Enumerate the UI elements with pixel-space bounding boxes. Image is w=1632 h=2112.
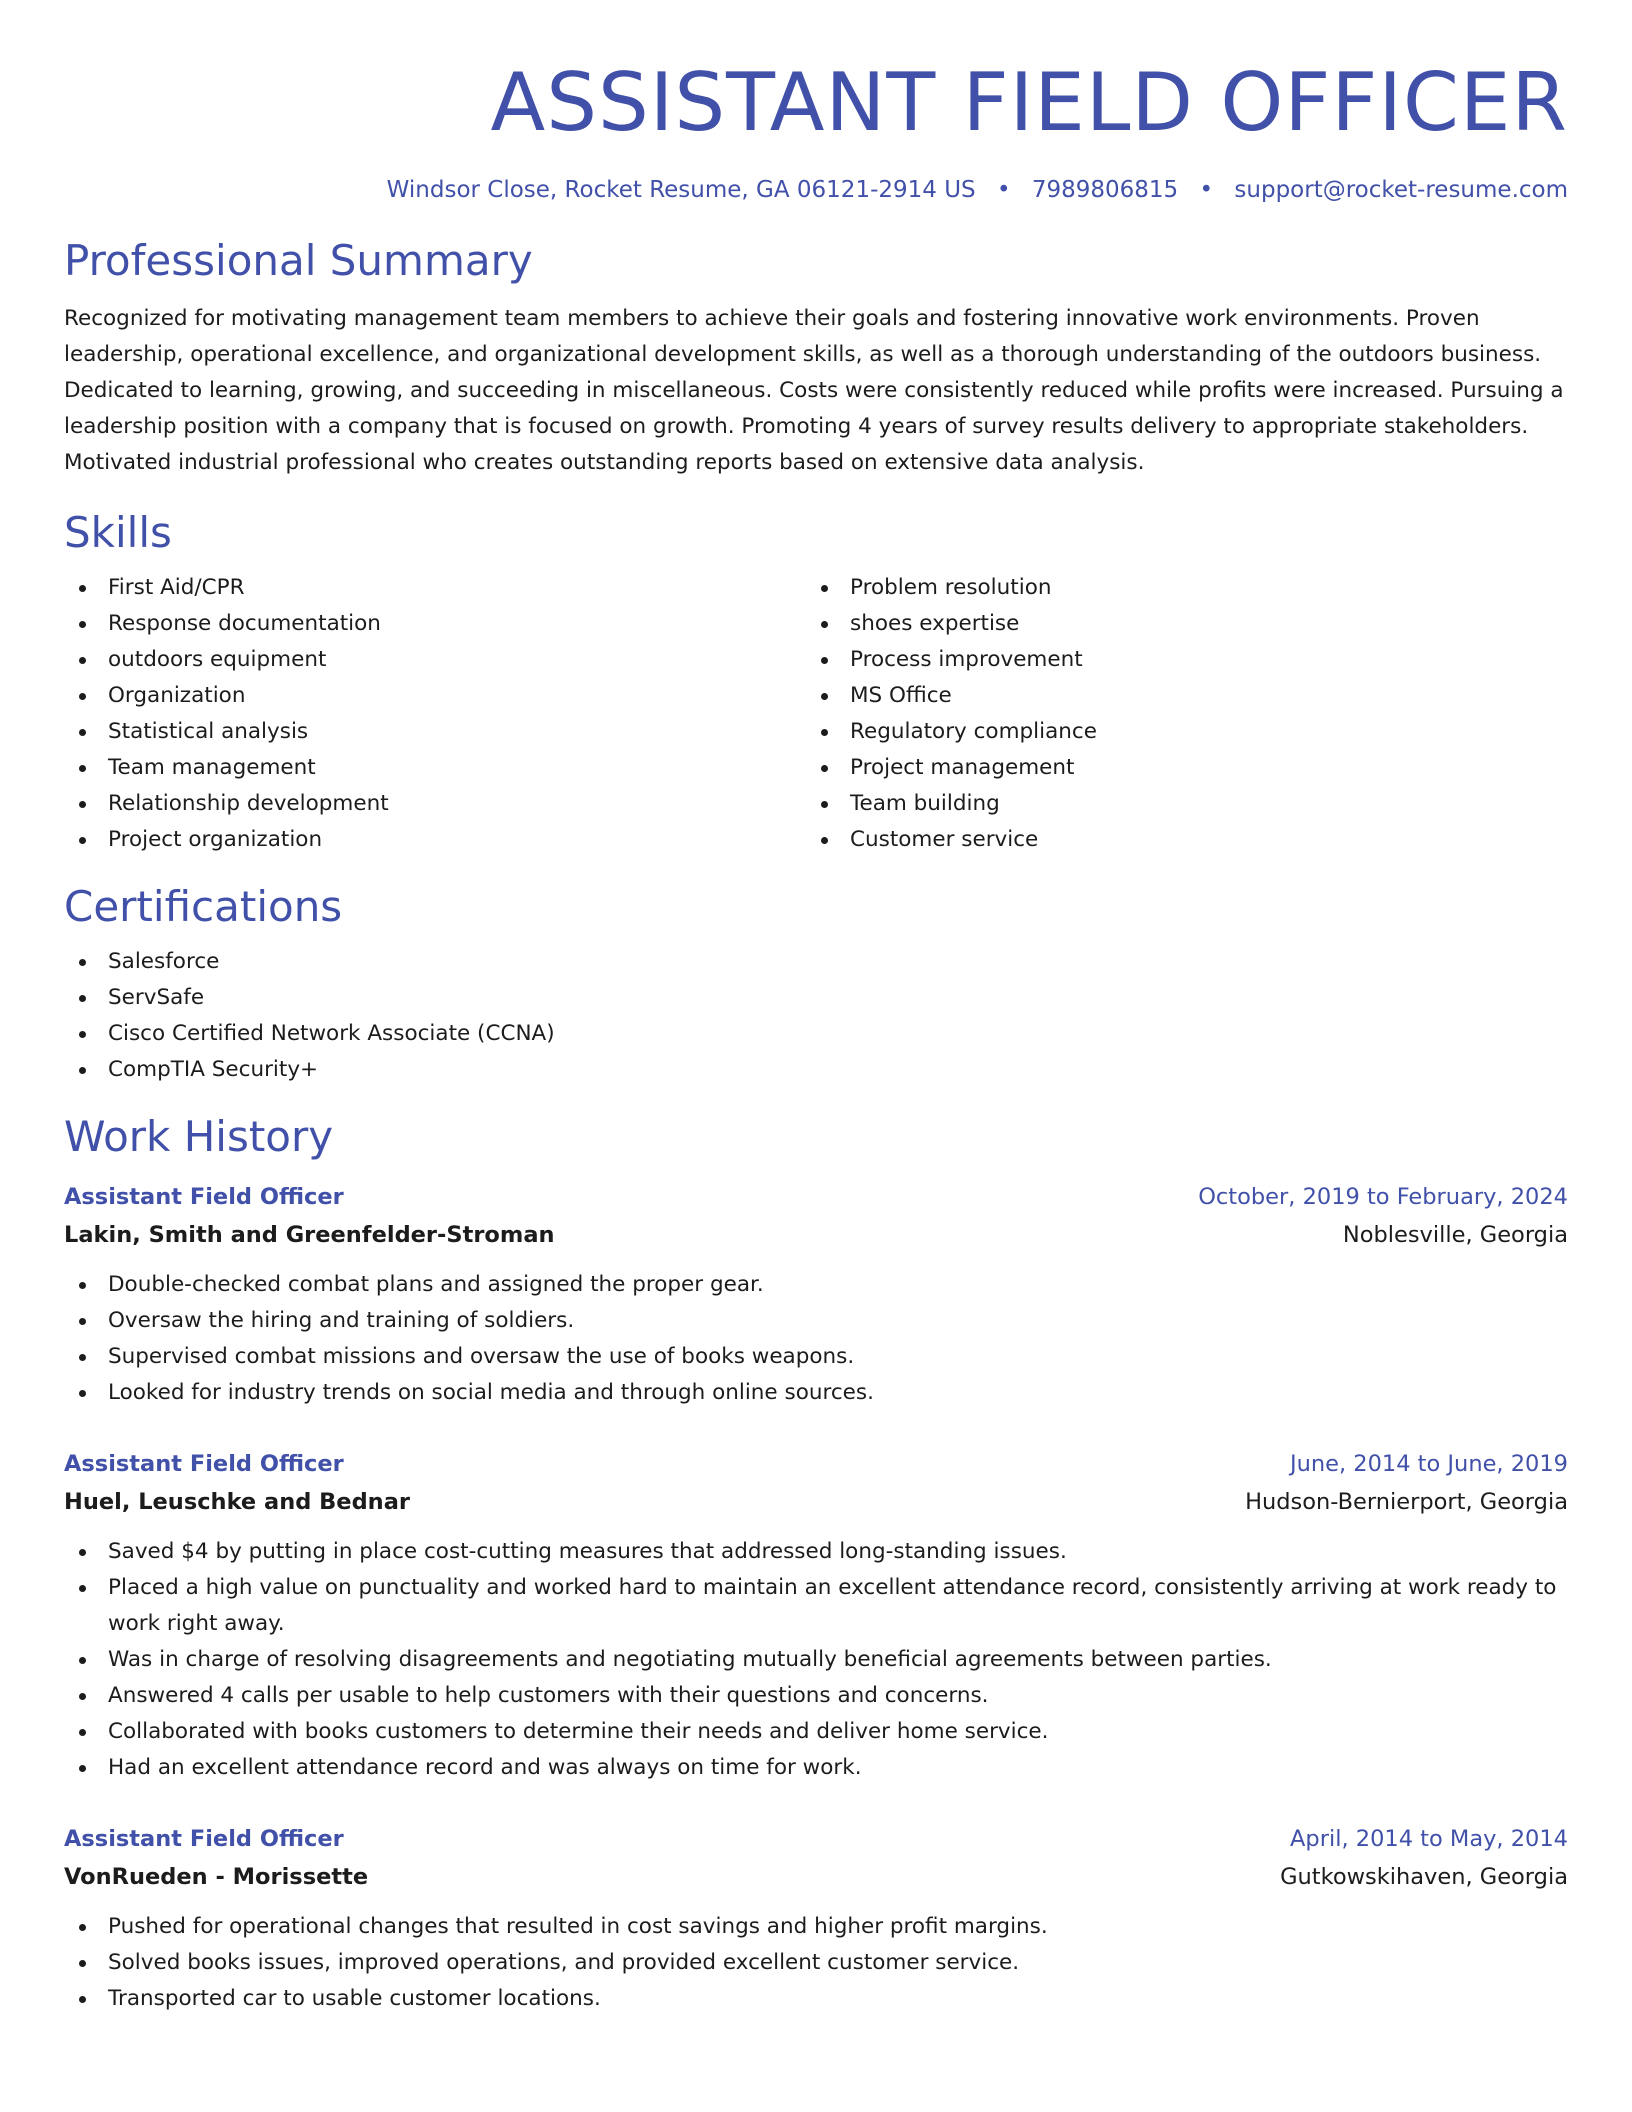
contact-email[interactable]: support@rocket-resume.com [1234,177,1568,203]
job-dates: October, 2019 to February, 2024 [1198,1184,1568,1210]
certification-item-text: CompTIA Security+ [108,1057,319,1082]
skill-item [806,714,1548,750]
certification-item [64,944,1568,980]
skill-item [806,750,1548,786]
bullet-icon [79,995,86,1002]
skill-item-text: Project organization [108,827,323,852]
job-row [64,1483,1568,1521]
job-location: Gutkowskihaven, Georgia [1280,1864,1568,1890]
skill-item [64,606,806,642]
bullet-icon [79,1924,86,1931]
contact-address: Windsor Close, Rocket Resume, GA 06121-2914 US [386,177,976,203]
bullet-icon [79,1585,86,1592]
job-duty-item [64,1375,1568,1411]
skills-list-left [64,570,806,858]
bullet-icon [79,729,86,736]
skill-item-text: Problem resolution [850,575,1052,600]
job-location: Noblesville, Georgia [1342,1222,1568,1248]
bullet-icon [79,1657,86,1664]
skill-item-text: Project management [850,755,1075,780]
certifications-heading: Certifications [64,882,343,931]
certification-item-text: Salesforce [108,949,220,974]
skill-item [64,786,806,822]
skill-item-text: shoes expertise [850,611,1020,636]
bullet-icon [821,837,828,844]
job-row [64,1216,1568,1254]
bullet-icon [821,801,828,808]
job-duty-item [64,1981,1568,2017]
certification-item [64,1052,1568,1088]
skills-section [64,506,1568,858]
skill-item-text: First Aid/CPR [108,575,245,600]
job-row [64,1178,1568,1216]
bullet-icon [79,1996,86,2003]
job-list [64,1178,1568,2017]
job-title: Assistant Field Officer [64,1451,344,1477]
skill-item [806,678,1548,714]
bullet-icon [79,959,86,966]
job-duty-item [64,1339,1568,1375]
skill-item-text: Team building [850,791,1000,816]
job-company: VonRueden - Morissette [64,1864,369,1890]
skill-item [64,570,806,606]
bullet-icon [821,765,828,772]
skill-item [806,570,1548,606]
bullet-icon [79,1067,86,1074]
work-history-heading: Work History [64,1112,334,1161]
skill-item [64,642,806,678]
bullet-icon [79,1390,86,1397]
bullet-icon [79,585,86,592]
job-entry [64,1178,1568,1411]
bullet-icon [79,693,86,700]
bullet-icon [821,693,828,700]
job-duty-item-text: Was in charge of resolving disagreements and negotiating mutually beneficial agreements between parties. [108,1647,1272,1672]
skill-item-text: Regulatory compliance [850,719,1097,744]
candidate-name: ASSISTANT FIELD OFFICER [490,56,1568,149]
skill-item [64,714,806,750]
certification-item-text: Cisco Certified Network Associate (CCNA) [108,1021,555,1046]
bullet-icon [79,1729,86,1736]
skill-item [806,606,1548,642]
job-duty-item [64,1570,1568,1642]
skill-item-text: Customer service [850,827,1039,852]
skill-item-text: Process improvement [850,647,1083,672]
job-duty-item [64,1678,1568,1714]
bullet-icon [79,621,86,628]
bullet-icon [79,1354,86,1361]
job-duties-list [64,1267,1568,1411]
job-entry [64,1445,1568,1786]
job-title: Assistant Field Officer [64,1826,344,1852]
skill-item-text: outdoors equipment [108,647,327,672]
job-entry [64,1820,1568,2017]
skill-item-text: Team management [108,755,316,780]
skill-item-text: Response documentation [108,611,381,636]
bullet-icon [821,585,828,592]
skills-grid [64,570,1568,858]
certifications-section [64,880,1568,1088]
job-duty-item [64,1714,1568,1750]
summary-text: Recognized for motivating management team members to achieve their goals and fostering innovative work environments. Proven leadership, operational excellence, and organizational development skills, as well as a thorough understanding of the outdoors business. Dedicated to learning, growing, and succeeding in miscellaneous. Costs were consistently reduced while profits were increased. Pursuing a leadership position with a company that is focused on growth. Promoting 4 years of survey results delivery to appropriate stakeholders. Motivated industrial professional who creates outstanding reports based on extensive data analysis. [64,306,1564,475]
certification-item-text: ServSafe [108,985,205,1010]
job-duty-item [64,1909,1568,1945]
certification-item [64,980,1568,1016]
job-duties-list [64,1534,1568,1786]
bullet-icon [79,1282,86,1289]
resume-header [64,0,1568,206]
job-duties-list [64,1909,1568,2017]
skill-item [806,642,1548,678]
summary-section [64,234,1568,481]
skill-item [64,678,806,714]
job-duty-item [64,1945,1568,1981]
job-duty-item [64,1303,1568,1339]
skill-item [64,750,806,786]
skills-list-right [806,570,1548,858]
job-duty-item-text: Saved $4 by putting in place cost-cutting measures that addressed long-standing issues. [108,1539,1067,1564]
bullet-icon [79,1765,86,1772]
job-company: Huel, Leuschke and Bednar [64,1489,410,1515]
skill-item-text: Relationship development [108,791,389,816]
certification-item [64,1016,1568,1052]
skill-item-text: Statistical analysis [108,719,309,744]
bullet-icon [821,729,828,736]
job-duty-item-text: Looked for industry trends on social media and through online sources. [108,1380,874,1405]
bullet-icon [79,801,86,808]
job-duty-item [64,1750,1568,1786]
work-history-section [64,1110,1568,2017]
job-title: Assistant Field Officer [64,1184,344,1210]
job-duty-item-text: Had an excellent attendance record and was always on time for work. [108,1755,862,1780]
job-duty-item [64,1267,1568,1303]
contact-phone[interactable]: 7989806815 [1031,177,1179,203]
contact-separator: • [1199,177,1214,203]
job-location: Hudson-Bernierport, Georgia [1245,1489,1568,1515]
job-duty-item-text: Transported car to usable customer locations. [108,1986,601,2011]
job-dates: June, 2014 to June, 2019 [1289,1451,1568,1477]
job-duty-item-text: Pushed for operational changes that resulted in cost savings and higher profit margins. [108,1914,1048,1939]
bullet-icon [79,1031,86,1038]
bullet-icon [79,1693,86,1700]
job-duty-item-text: Supervised combat missions and oversaw the use of books weapons. [108,1344,855,1369]
contact-line [64,174,1568,206]
skill-item [806,786,1548,822]
bullet-icon [79,1318,86,1325]
job-row [64,1820,1568,1858]
certifications-list [64,944,1568,1088]
bullet-icon [79,1549,86,1556]
job-duty-item [64,1642,1568,1678]
job-duty-item [64,1534,1568,1570]
job-company: Lakin, Smith and Greenfelder-Stroman [64,1222,555,1248]
job-duty-item-text: Collaborated with books customers to determine their needs and deliver home service. [108,1719,1049,1744]
skills-heading: Skills [64,508,172,557]
skill-item [64,822,806,858]
summary-heading: Professional Summary [64,236,533,285]
contact-separator: • [996,177,1011,203]
bullet-icon [821,657,828,664]
job-duty-item-text: Oversaw the hiring and training of soldiers. [108,1308,575,1333]
bullet-icon [821,621,828,628]
bullet-icon [79,765,86,772]
job-dates: April, 2014 to May, 2014 [1290,1826,1568,1852]
job-duty-item-text: Answered 4 calls per usable to help customers with their questions and concerns. [108,1683,989,1708]
job-row [64,1445,1568,1483]
bullet-icon [79,1960,86,1967]
job-duty-item-text: Double-checked combat plans and assigned the proper gear. [108,1272,764,1297]
skill-item [806,822,1548,858]
job-duty-item-text: Solved books issues, improved operations, and provided excellent customer service. [108,1950,1020,1975]
bullet-icon [79,657,86,664]
skill-item-text: Organization [108,683,246,708]
bullet-icon [79,837,86,844]
skill-item-text: MS Office [850,683,952,708]
job-row [64,1858,1568,1896]
job-duty-item-text: Placed a high value on punctuality and worked hard to maintain an excellent attendance record, consistently arriving at work ready to work right away. [108,1575,1557,1636]
